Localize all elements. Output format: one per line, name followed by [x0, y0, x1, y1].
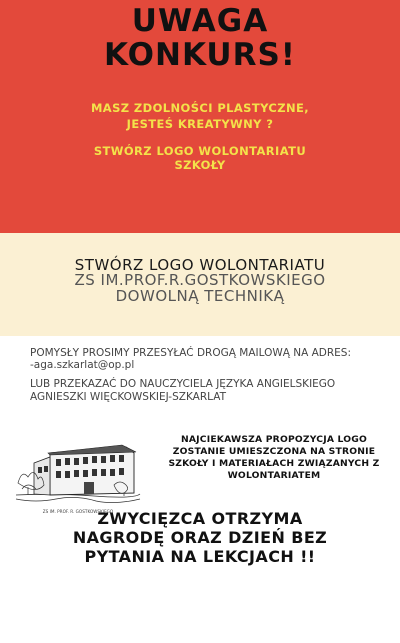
headline-konkurs: KONKURS!: [104, 37, 296, 73]
intro-line: JESTEŚ KREATYWNY ?: [126, 117, 274, 131]
contact-email: -aga.szkarlat@op.pl: [30, 359, 135, 371]
school-building-sketch: [14, 423, 142, 523]
headline-uwaga: UWAGA: [131, 3, 269, 39]
intro-line: SZKOŁY: [174, 158, 226, 172]
prize-line: ZWYCIĘZCA OTRZYMA: [97, 509, 303, 528]
task-line: ZS IM.PROF.R.GOSTKOWSKIEGO: [74, 271, 326, 289]
contact-line: POMYSŁY PROSIMY PRZESYŁAĆ DROGĄ MAILOWĄ NA ADRES:: [30, 347, 352, 359]
task-line: DOWOLNĄ TECHNIKĄ: [115, 287, 285, 305]
info-line: NAJCIEKAWSZA PROPOZYCJA LOGO: [180, 434, 368, 445]
contact-line: LUB PRZEKAZAĆ DO NAUCZYCIELA JĘZYKA ANGIELSKIEGO: [30, 378, 336, 390]
info-line: ZOSTANIE UMIESZCZONA NA STRONIE: [172, 446, 376, 457]
intro-line: MASZ ZDOLNOŚCI PLASTYCZNE,: [90, 101, 310, 115]
contact-line: AGNIESZKI WIĘCKOWSKIEJ-SZKARLAT: [30, 391, 227, 403]
sketch-caption: ZS IM. PROF. R. GOSTKOWSKIEGO: [42, 509, 114, 514]
prize-line: PYTANIA NA LEKCJACH !!: [84, 547, 316, 566]
intro-line: STWÓRZ LOGO WOLONTARIATU: [93, 144, 307, 158]
info-line: WOLONTARIATEM: [227, 470, 321, 481]
info-line: SZKOŁY I MATERIAŁACH ZWIĄZANYCH Z: [168, 458, 380, 469]
task-line: STWÓRZ LOGO WOLONTARIATU: [74, 256, 326, 274]
prize-line: NAGRODĘ ORAZ DZIEŃ BEZ: [72, 528, 328, 547]
